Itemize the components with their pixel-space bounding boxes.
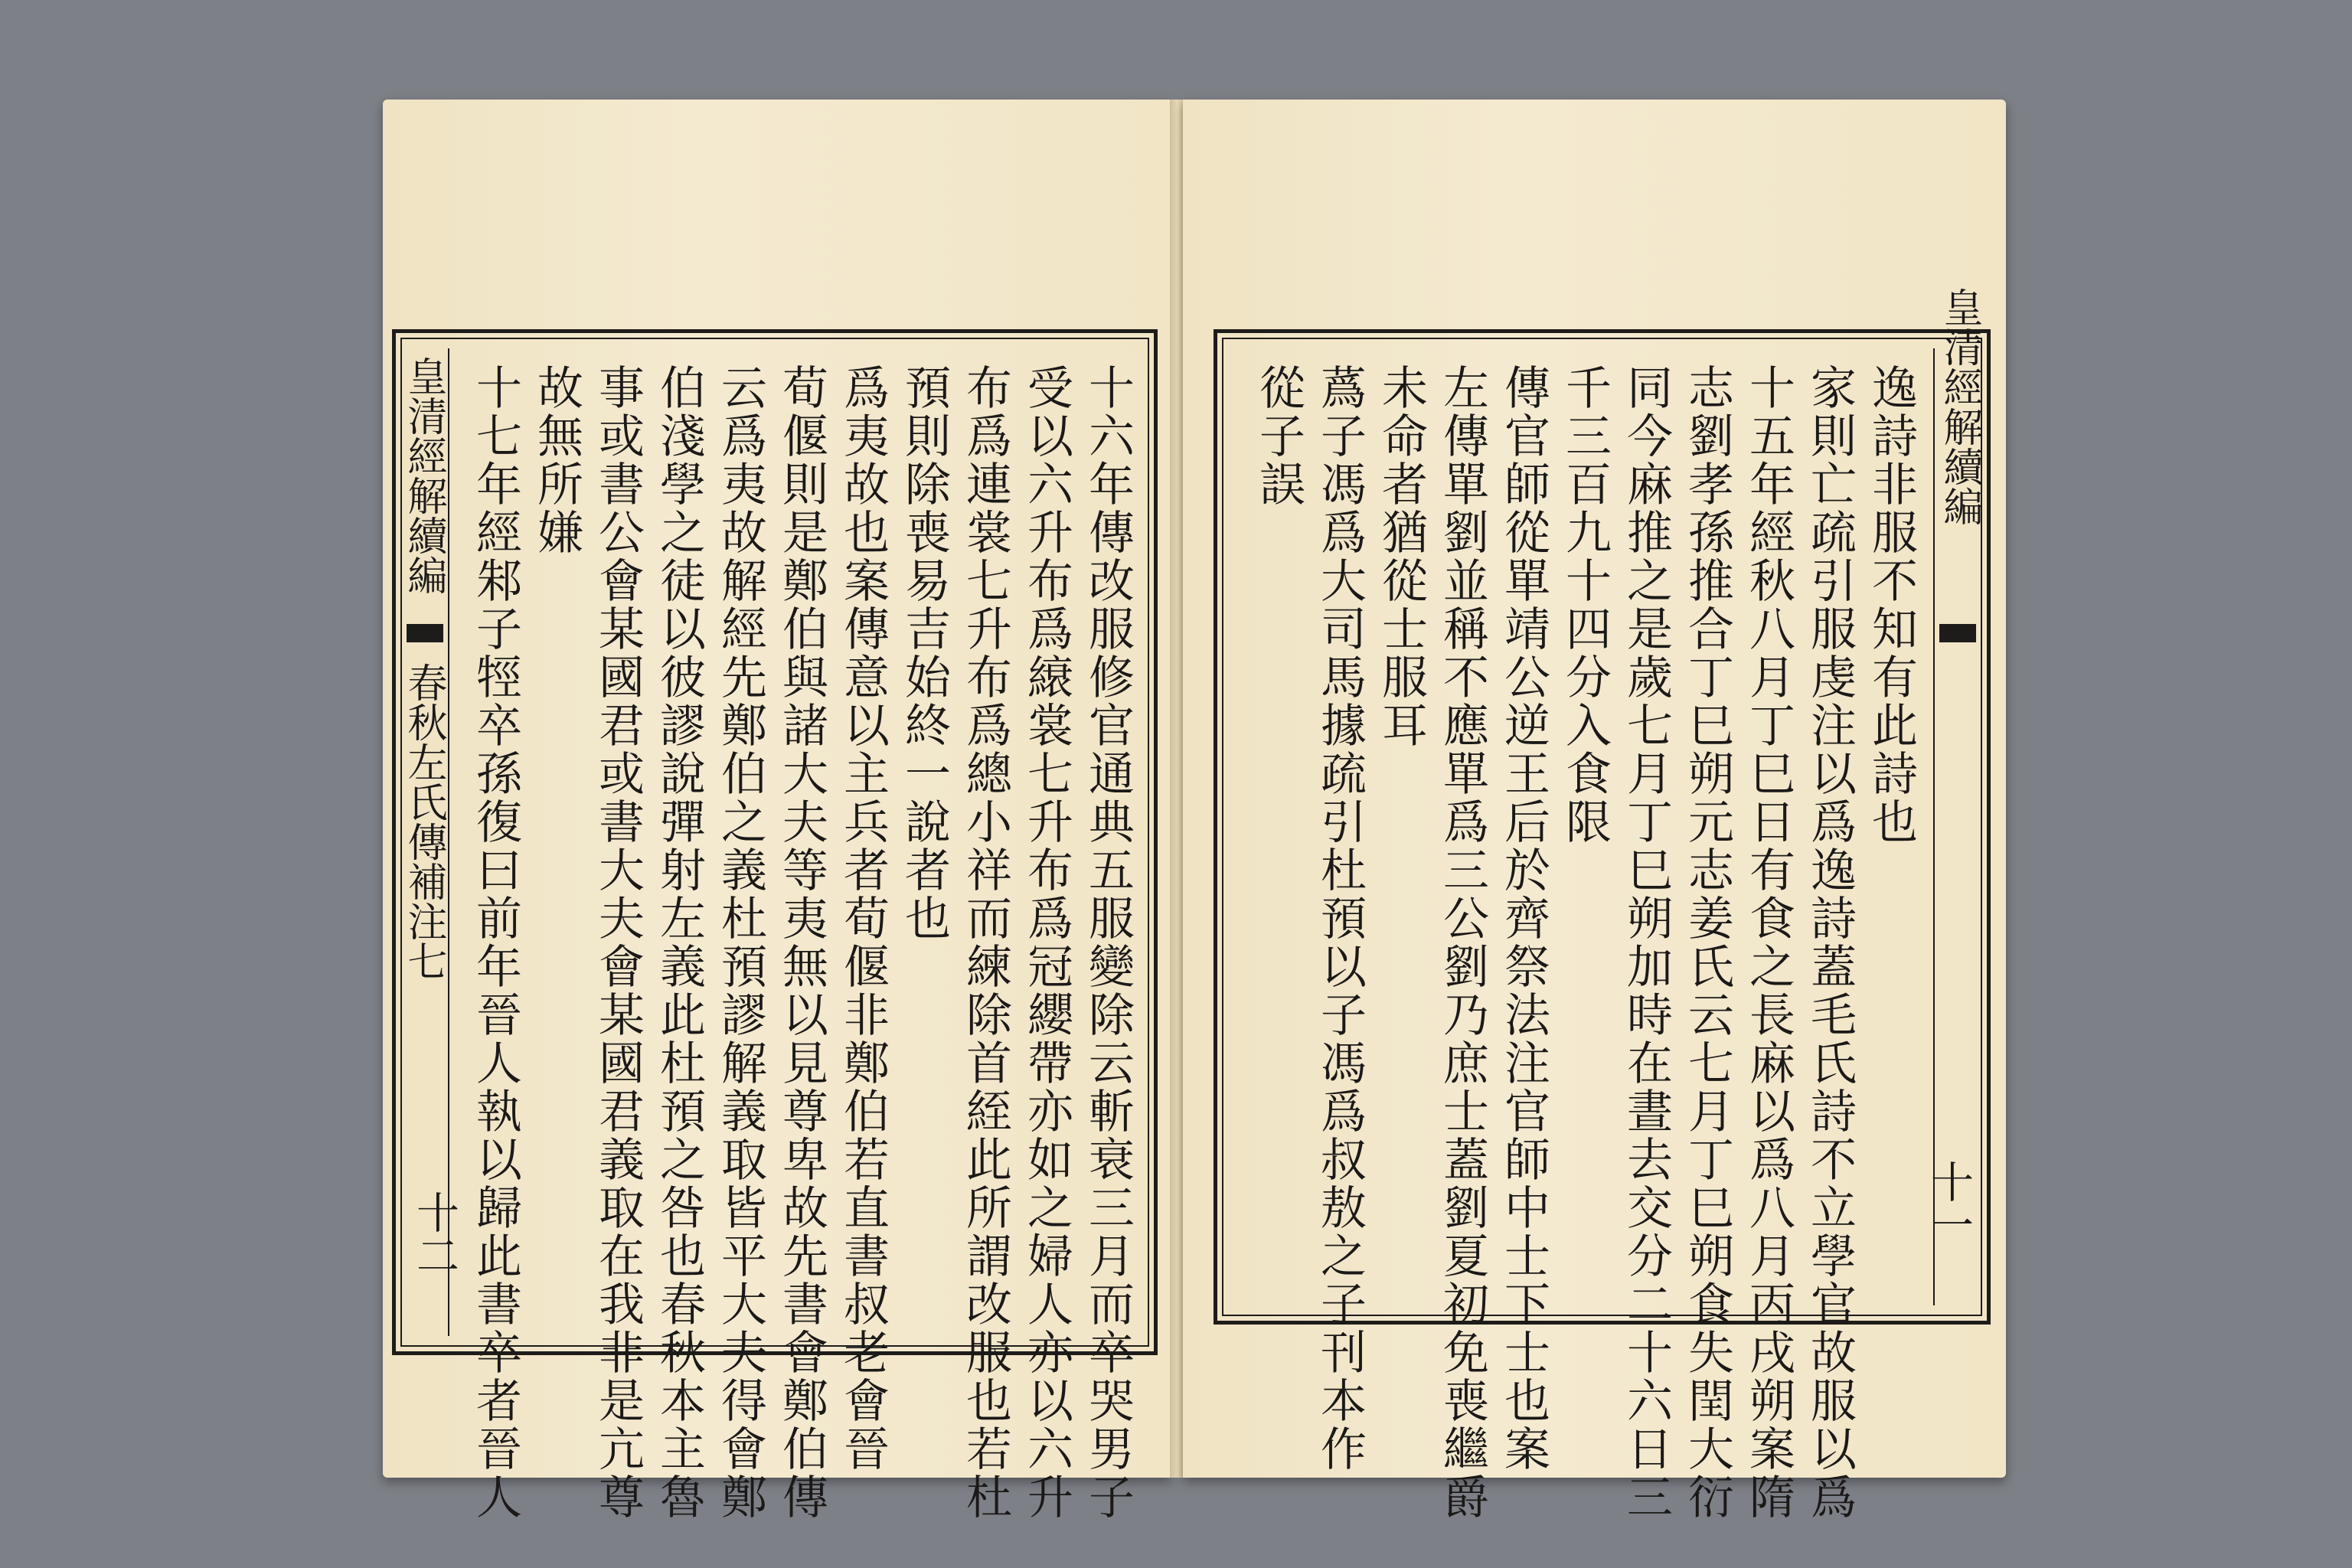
open-book (375, 100, 2006, 1521)
right-banner-title: 皇清經解續編 (1936, 287, 1982, 526)
right-folio-number: 十一 (1924, 1160, 1974, 1246)
right-text-column-7: 傳官師從單靖公逆王后於齊祭法注官師中士下士也案 (1497, 364, 1550, 1473)
left-text-column-2: 受以六升布爲縗裳七升布爲冠纓帶亦如之婦人亦以六升 (1020, 364, 1073, 1521)
fish-tail-mark (407, 624, 443, 642)
left-folio-number: 十二 (410, 1191, 459, 1276)
left-text-column-1: 十六年傳改服修官通典五服變除云斬衰三月而卒哭男子 (1081, 364, 1135, 1521)
left-banner-title: 皇清經解續編 (400, 356, 446, 595)
right-text-column-8: 左傳單劉並稱不應單爲三公劉乃庶士蓋劉夏初免喪繼爵 (1436, 364, 1489, 1521)
left-banner-section: 春秋左氏傳補注七 (400, 662, 446, 981)
left-page (383, 100, 1171, 1521)
right-text-column-1: 逸詩非服不知有此詩也 (1864, 364, 1918, 846)
left-text-column-7: 云爲夷故解經先鄭伯之義杜預謬解義取皆平大夫得會鄭 (714, 364, 767, 1521)
left-text-column-8: 伯淺學之徒以彼謬說彈射左義此杜預之咎也春秋本主魯 (652, 364, 706, 1521)
right-text-column-5: 同今麻推之是歲七月丁巳朔加時在晝去交分二十六日三 (1619, 364, 1673, 1521)
right-text-column-11: 從子誤 (1252, 364, 1305, 508)
right-text-frame (1214, 287, 1991, 1521)
left-text-column-3: 布爲連裳七升布爲總小祥而練除首絰此所謂改服也若杜 (959, 364, 1012, 1521)
right-page (1183, 100, 2006, 1521)
right-text-column-4: 志劉孝孫推合丁巳朔元志姜氏云七月丁巳朔食失閏大衍 (1681, 364, 1734, 1521)
left-text-column-6: 荀偃則是鄭伯與諸大夫等夷無以見尊卑故先書會鄭伯傳 (775, 364, 828, 1521)
left-text-column-4: 預則除喪易吉始終一說者也 (897, 364, 951, 942)
right-text-column-6: 千三百九十四分入食限 (1558, 364, 1612, 846)
right-text-column-10: 蔿子馮爲大司馬據疏引杜預以子馮爲叔敖之子刊本作 (1313, 364, 1367, 1473)
right-text-column-3: 十五年經秋八月丁巳日有食之長麻以爲八月丙戌朔案隋 (1742, 364, 1795, 1521)
fish-tail-mark (1939, 624, 1976, 642)
left-text-column-10: 故無所嫌 (530, 364, 583, 557)
left-text-frame (392, 329, 1158, 1521)
left-text-column-9: 事或書公會某國君或書大夫會某國君義取在我非是亢尊 (591, 364, 645, 1521)
left-text-column-11: 十七年經邾子牼卒孫復曰前年晉人執以歸此書卒者晉人 (469, 364, 522, 1521)
left-text-column-5: 爲夷故也案傳意以主兵者荀偃非鄭伯若直書叔老會晉 (836, 364, 890, 1473)
right-text-column-2: 家則亡疏引服虔注以爲逸詩蓋毛氏詩不立學官故服以爲 (1803, 364, 1857, 1521)
right-text-column-9: 未命者猶從士服耳 (1374, 364, 1428, 750)
